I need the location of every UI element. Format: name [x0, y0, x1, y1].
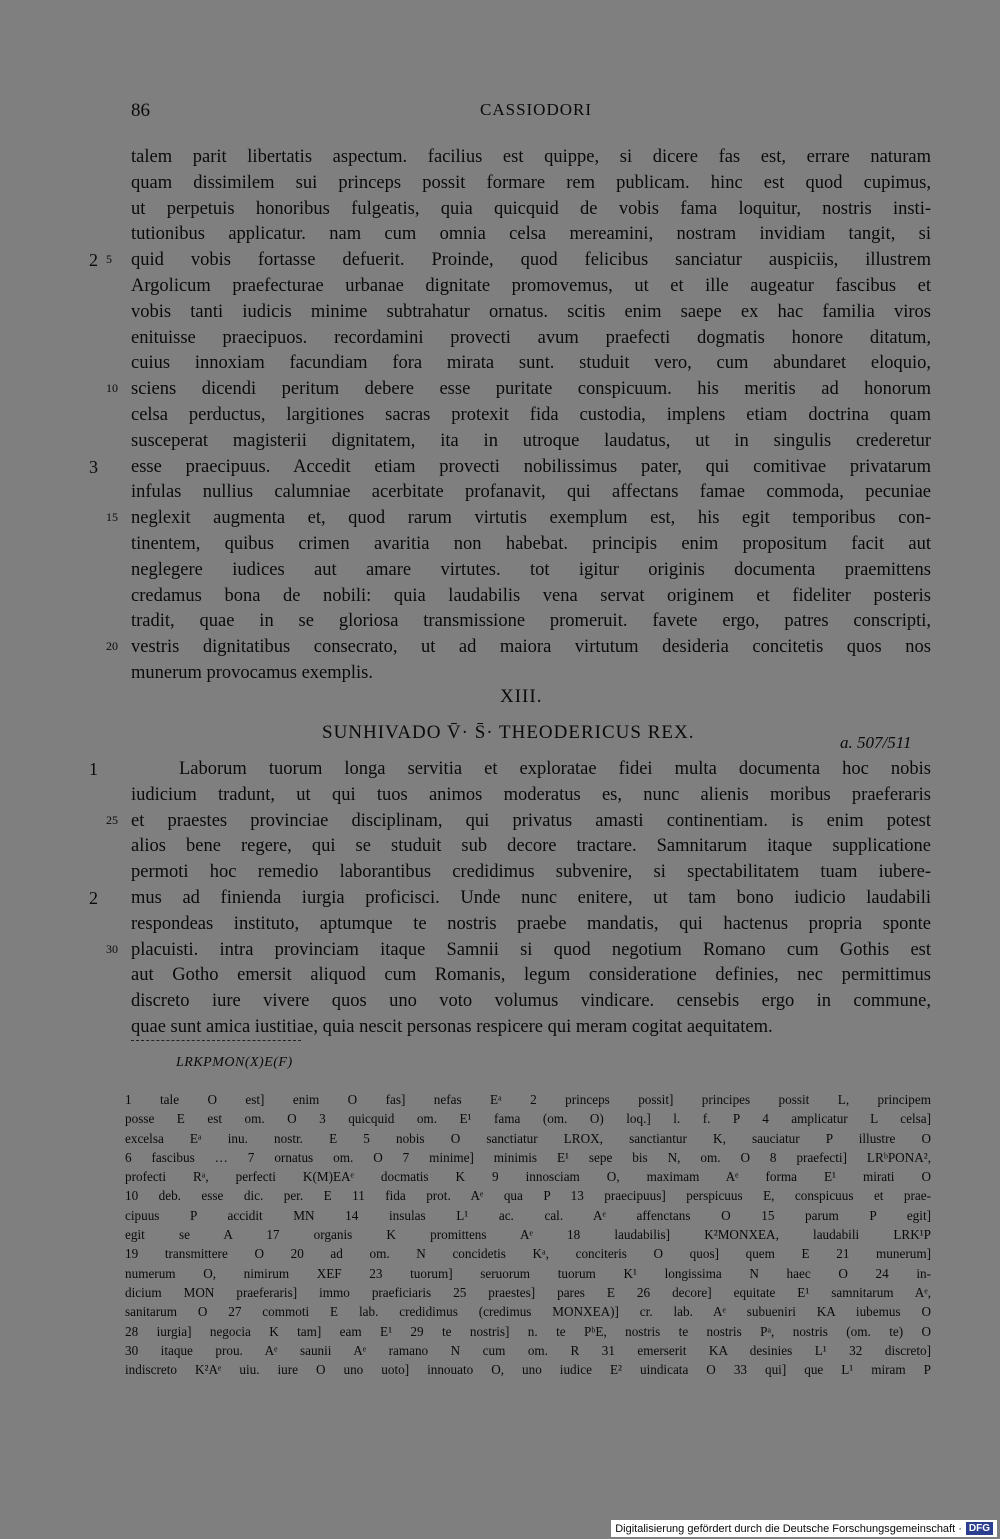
text-line	[131, 532, 931, 558]
section-marker: 3	[89, 456, 98, 477]
text-line	[131, 222, 931, 248]
line-text: sciens dicendi peritum debere esse puritate conspicuum. his meritis ad honorum	[131, 379, 931, 400]
dfg-logo-icon: DFG	[966, 1522, 993, 1535]
line-text: infulas nullius calumniae acerbitate profanavit, qui affectans famae commoda, pecuniae	[131, 482, 931, 503]
line-text: respondeas instituto, aptumque te nostris praebe mandatis, qui hactenus propria sponte	[131, 913, 931, 934]
apparatus-line: profecti Rᵃ, perfecti K(M)EAᵉ docmatis K 9 innosciam O, maximam Aᵉ forma E¹ mirati O	[125, 1169, 931, 1185]
apparatus-line: numerum O, nimirum XEF 23 tuorum] seruorum tuorum K¹ longissima N haec O 24 in-	[125, 1265, 931, 1281]
line-text: neglegere iudices aut amare virtutes. tot igitur originis documenta praemittens	[131, 559, 931, 580]
line-text: Argolicum praefecturae urbanae dignitate promovemus, ut et ille augeatur fascibus et	[131, 275, 931, 296]
text-line	[131, 860, 931, 886]
text-line	[131, 912, 931, 938]
line-text: permoti hoc remedio laborantibus credidimus subvenire, si spectabilitatem tuam iubere-	[131, 862, 931, 883]
text-line	[131, 609, 931, 635]
text-line	[131, 783, 931, 809]
text-line	[89, 248, 931, 274]
line-text: credamus bona de nobili: quia laudabilis vena servat originem et fideliter posteris	[131, 585, 931, 606]
line-number: 20	[106, 639, 118, 654]
apparatus-sigla: LRKPMON(X)E(F)	[176, 1055, 293, 1070]
line-text: alios bene regere, qui se studuit sub decore tractare. Samnitarum itaque supplicatione	[131, 836, 931, 857]
text-line	[131, 1015, 931, 1041]
apparatus-line: 28 iurgia] negocia K tam] eam E¹ 29 te nostris] n. te PᵇE, nostris te nostris Pᵃ, nostris (om. te) O	[125, 1323, 931, 1339]
line-text: Laborum tuorum longa servitia et exploratae fidei multa documenta hoc nobis	[179, 759, 931, 779]
apparatus-line: 1 tale O est] enim O fas] nefas Eᵃ 2 princeps possit] principes possit L, principem	[125, 1092, 931, 1107]
main-text	[89, 145, 931, 687]
line-text: ut perpetuis honoribus fulgeatis, quia quicquid de vobis fama loquitur, nostris insti-	[131, 198, 931, 219]
line-text: tinentem, quibus crimen avaritia non habebat. principis enim propositum facit aut	[131, 533, 931, 554]
text-line	[89, 455, 931, 481]
line-text: susceperat magisterii dignitatem, ita in utroque laudatus, ut in singulis crederetur	[131, 430, 931, 451]
letter-heading: SUNHIVADO V̄· S̄· THEODERICUS REX.	[322, 722, 695, 743]
text-line	[131, 584, 931, 610]
footer-credit	[611, 1520, 997, 1537]
letter-date: a. 507/511	[840, 733, 912, 752]
letter-number: XIII.	[500, 686, 543, 707]
text-line	[106, 506, 931, 532]
apparatus-line: egit se A 17 organis K promittens Aᵉ 18 laudabilis] K²MONXEA, laudabili LRK¹P	[125, 1227, 931, 1243]
page-number: 86	[131, 100, 150, 121]
line-number: 30	[106, 941, 118, 956]
text-line	[106, 635, 931, 661]
text-line	[106, 938, 931, 964]
text-line	[131, 197, 931, 223]
text-line	[89, 757, 931, 783]
line-text: vobis tanti iudicis minime subtrahatur ornatus. scitis enim saepe ex hac familia viros	[131, 301, 931, 322]
line-number: 15	[106, 510, 118, 525]
line-text: talem parit libertatis aspectum. facilius est quippe, si dicere fas est, errare naturam	[131, 147, 931, 167]
line-number: 10	[106, 381, 118, 396]
text-line	[131, 661, 931, 687]
text-line	[106, 809, 931, 835]
apparatus-line: cipuus P accidit MN 14 insulas L¹ ac. cal. Aᵉ affenctans O 15 parum P egit]	[125, 1207, 931, 1223]
apparatus-rule	[131, 1040, 301, 1041]
text-line	[131, 558, 931, 584]
line-number: 5	[106, 252, 112, 267]
line-text: tutionibus applicatur. nam cum omnia celsa mereamini, nostram invidiam tangit, si	[131, 224, 931, 245]
text-line	[131, 145, 931, 171]
text-line	[131, 300, 931, 326]
apparatus-line: 6 fascibus … 7 ornatus om. O 7 minime] minimis E¹ sepe bis N, om. O 8 praefecti] LRᵇPONA²,	[125, 1149, 931, 1165]
letter-text	[89, 757, 931, 1041]
line-text: enituisse praecipuos. recordamini provecti avum praefecti dogmatis honore ditatum,	[131, 327, 931, 348]
section-marker: 2	[89, 250, 98, 271]
line-text: tradit, quae in se gloriosa transmissione promeruit. favete ergo, patres conscripti,	[131, 611, 931, 632]
text-line	[131, 171, 931, 197]
line-number: 25	[106, 812, 118, 827]
text-line	[131, 403, 931, 429]
apparatus-line: posse E est om. O 3 quicquid om. E¹ fama (om. O) loq.] l. f. P 4 amplicatur L celsa]	[125, 1111, 931, 1127]
text-line	[131, 989, 931, 1015]
footer-text: Digitalisierung gefördert durch die Deutsche Forschungsgemeinschaft ·	[615, 1522, 962, 1535]
line-text: mus ad finienda iurgia proficisci. Unde nunc enitere, ut tam bono iudicio laudabili	[131, 887, 931, 908]
apparatus-line: sanitarum O 27 commoti E lab. credidimus (credimus MONXEA)] cr. lab. Aᵉ subueniri KA iubemus O	[125, 1304, 931, 1320]
line-text: discreto iure vivere quos uno voto volumus vindicare. censebis ergo in commune,	[131, 991, 931, 1012]
text-line	[106, 377, 931, 403]
line-text: neglexit augmenta et, quod rarum virtutis exemplum est, his egit temporibus con-	[131, 508, 931, 529]
line-text: celsa perductus, largitiones sacras protexit fida custodia, implens etiam doctrina quam	[131, 404, 931, 425]
text-line	[131, 326, 931, 352]
apparatus-line: dicium MON praeferaris] immo praeficiaris 25 praestes] pares E 26 decore] equitate E¹ samnitarum Aᵉ,	[125, 1284, 931, 1300]
line-text: placuisti. intra provinciam itaque Samnii si quod negotium Romano cum Gothis est	[131, 939, 931, 960]
section-marker: 1	[89, 759, 98, 779]
apparatus-line: 10 deb. esse dic. per. E 11 fida prot. Aᵉ qua P 13 praecipuus] perspicuus E, conspicuus et prae-	[125, 1188, 931, 1204]
line-text: esse praecipuus. Accedit etiam provecti nobilissimus pater, qui comitivae privatarum	[131, 456, 931, 477]
text-line	[131, 429, 931, 455]
section-marker: 2	[89, 887, 98, 908]
apparatus-line: excelsa Eᵃ inu. nostr. E 5 nobis O sanctiatur LROX, sanctiantur K, sauciatur P illustre O	[125, 1130, 931, 1146]
text-line	[131, 480, 931, 506]
running-head: CASSIODORI	[480, 100, 593, 119]
apparatus-line: 19 transmittere O 20 ad om. N concidetis Kᵃ, conciteris O quos] quem E 21 munerum]	[125, 1246, 931, 1262]
line-text: et praestes provinciae disciplinam, qui privatus amasti continentiam. is enim potest	[131, 810, 931, 831]
line-text: vestris dignitatibus consecrato, ut ad maiora virtutum desideria concitetis quos nos	[131, 637, 931, 658]
line-text: munerum provocamus exemplis.	[131, 662, 373, 683]
text-line	[131, 274, 931, 300]
text-line	[131, 963, 931, 989]
line-text: cuius innoxiam facundiam fora mirata sunt. studuit vero, cum abundaret eloquio,	[131, 353, 931, 374]
text-line	[131, 351, 931, 377]
line-text: iudicium tradunt, ut qui tuos animos moderatus es, nunc alienis moribus praeferaris	[131, 784, 931, 805]
line-text: quam dissimilem sui princeps possit formare rem publicam. hinc est quod cupimus,	[131, 172, 931, 193]
critical-apparatus	[125, 1090, 931, 1379]
text-line	[89, 886, 931, 912]
line-text: aut Gotho emersit aliquod cum Romanis, legum consideratione definies, nec permittimus	[131, 965, 931, 986]
line-text: quid vobis fortasse defuerit. Proinde, quod felicibus sanciatur auspiciis, illustrem	[131, 250, 931, 271]
line-text: quae sunt amica iustitiae, quia nescit personas respicere qui meram cogitat aequitatem.	[131, 1016, 773, 1037]
apparatus-line: indiscreto K²Aᵉ uiu. iure O uno uoto] innouato O, uno iudice E² uindicata O 33 qui] que L¹ miram P	[125, 1362, 931, 1378]
text-line	[131, 834, 931, 860]
apparatus-line: 30 itaque prou. Aᵉ saunii Aᵉ ramano N cum om. R 31 emerserit KA desinies L¹ 32 discreto]	[125, 1342, 931, 1358]
